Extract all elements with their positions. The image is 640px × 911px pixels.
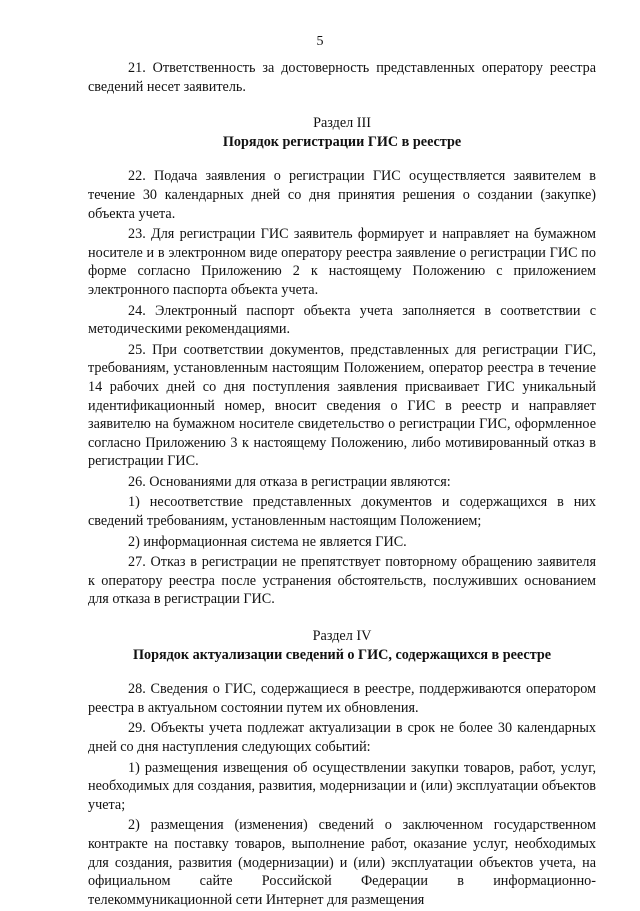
paragraph-22: 22. Подача заявления о регистрации ГИС осуществляется заявителем в течение 30 календарных дней со дня принятия решения о создании (закупке) объекта учета. — [88, 168, 596, 222]
paragraph-24: 24. Электронный паспорт объекта учета заполняется в соответствии с методическими рекомендациями. — [88, 302, 596, 338]
paragraph-21: 21. Ответственность за достоверность представленных оператору реестра сведений несет заявитель. — [88, 60, 596, 95]
paragraph-26-item-1: 1) несоответствие представленных документов и содержащихся в них сведений требованиям, установленным настоящим Положением; — [88, 494, 596, 530]
paragraph-27: 27. Отказ в регистрации не препятствует повторному обращению заявителя к оператору реестра после устранения обстоятельств, послуживших основанием для отказа в регистрации ГИС. — [88, 554, 596, 608]
paragraph-29-item-2: 2) размещения (изменения) сведений о заключенном государственном контракте на поставку товаров, выполнение работ, оказание услуг, необходимых для создания, развития (модернизации) и (или) эксплуатации объектов учета, на официальном сайте Российской Федерации в информационно-телекоммуникационной сети Интернет для размещения — [88, 817, 596, 908]
paragraph-26-item-2: 2) информационная система не является ГИС. — [128, 533, 407, 550]
paragraph-28: 28. Сведения о ГИС, содержащиеся в реестре, поддерживаются оператором реестра в актуальном состоянии путем их обновления. — [88, 681, 596, 716]
paragraph-29-item-1: 1) размещения извещения об осуществлении закупки товаров, работ, услуг, необходимых для создания, развития, модернизации и (или) эксплуатации объектов учета; — [88, 759, 596, 813]
section-3-label: Раздел III — [313, 115, 371, 132]
page-number: 5 — [316, 34, 324, 49]
paragraph-23: 23. Для регистрации ГИС заявитель формирует и направляет на бумажном носителе и в электронном виде оператору реестра заявление о регистрации ГИС по форме согласно Приложению 2 к настоящему Положению с приложением электронного паспорта объекта учета. — [88, 226, 596, 298]
paragraph-25: 25. При соответствии документов, представленных для регистрации ГИС, требованиям, установленным настоящим Положением, оператор реестра в течение 14 рабочих дней со дня поступления заявления присваивает ГИС уникальный идентификационный номер, вносит сведения о ГИС в реестр и направляет заявителю на бумажном носителе свидетельство о регистрации ГИС, оформленное согласно Приложению 3 к настоящему Положению, либо мотивированный отказ в регистрации ГИС. — [88, 341, 596, 470]
paragraph-26: 26. Основаниями для отказа в регистрации являются: — [128, 473, 451, 490]
section-4-title: Порядок актуализации сведений о ГИС, содержащихся в реестре — [132, 646, 552, 663]
document-body — [88, 59, 596, 911]
section-3-title: Порядок регистрации ГИС в реестре — [222, 133, 462, 150]
paragraph-29: 29. Объекты учета подлежат актуализации в срок не более 30 календарных дней со дня наступления следующих событий: — [88, 720, 596, 755]
section-4-label: Раздел IV — [312, 628, 372, 645]
